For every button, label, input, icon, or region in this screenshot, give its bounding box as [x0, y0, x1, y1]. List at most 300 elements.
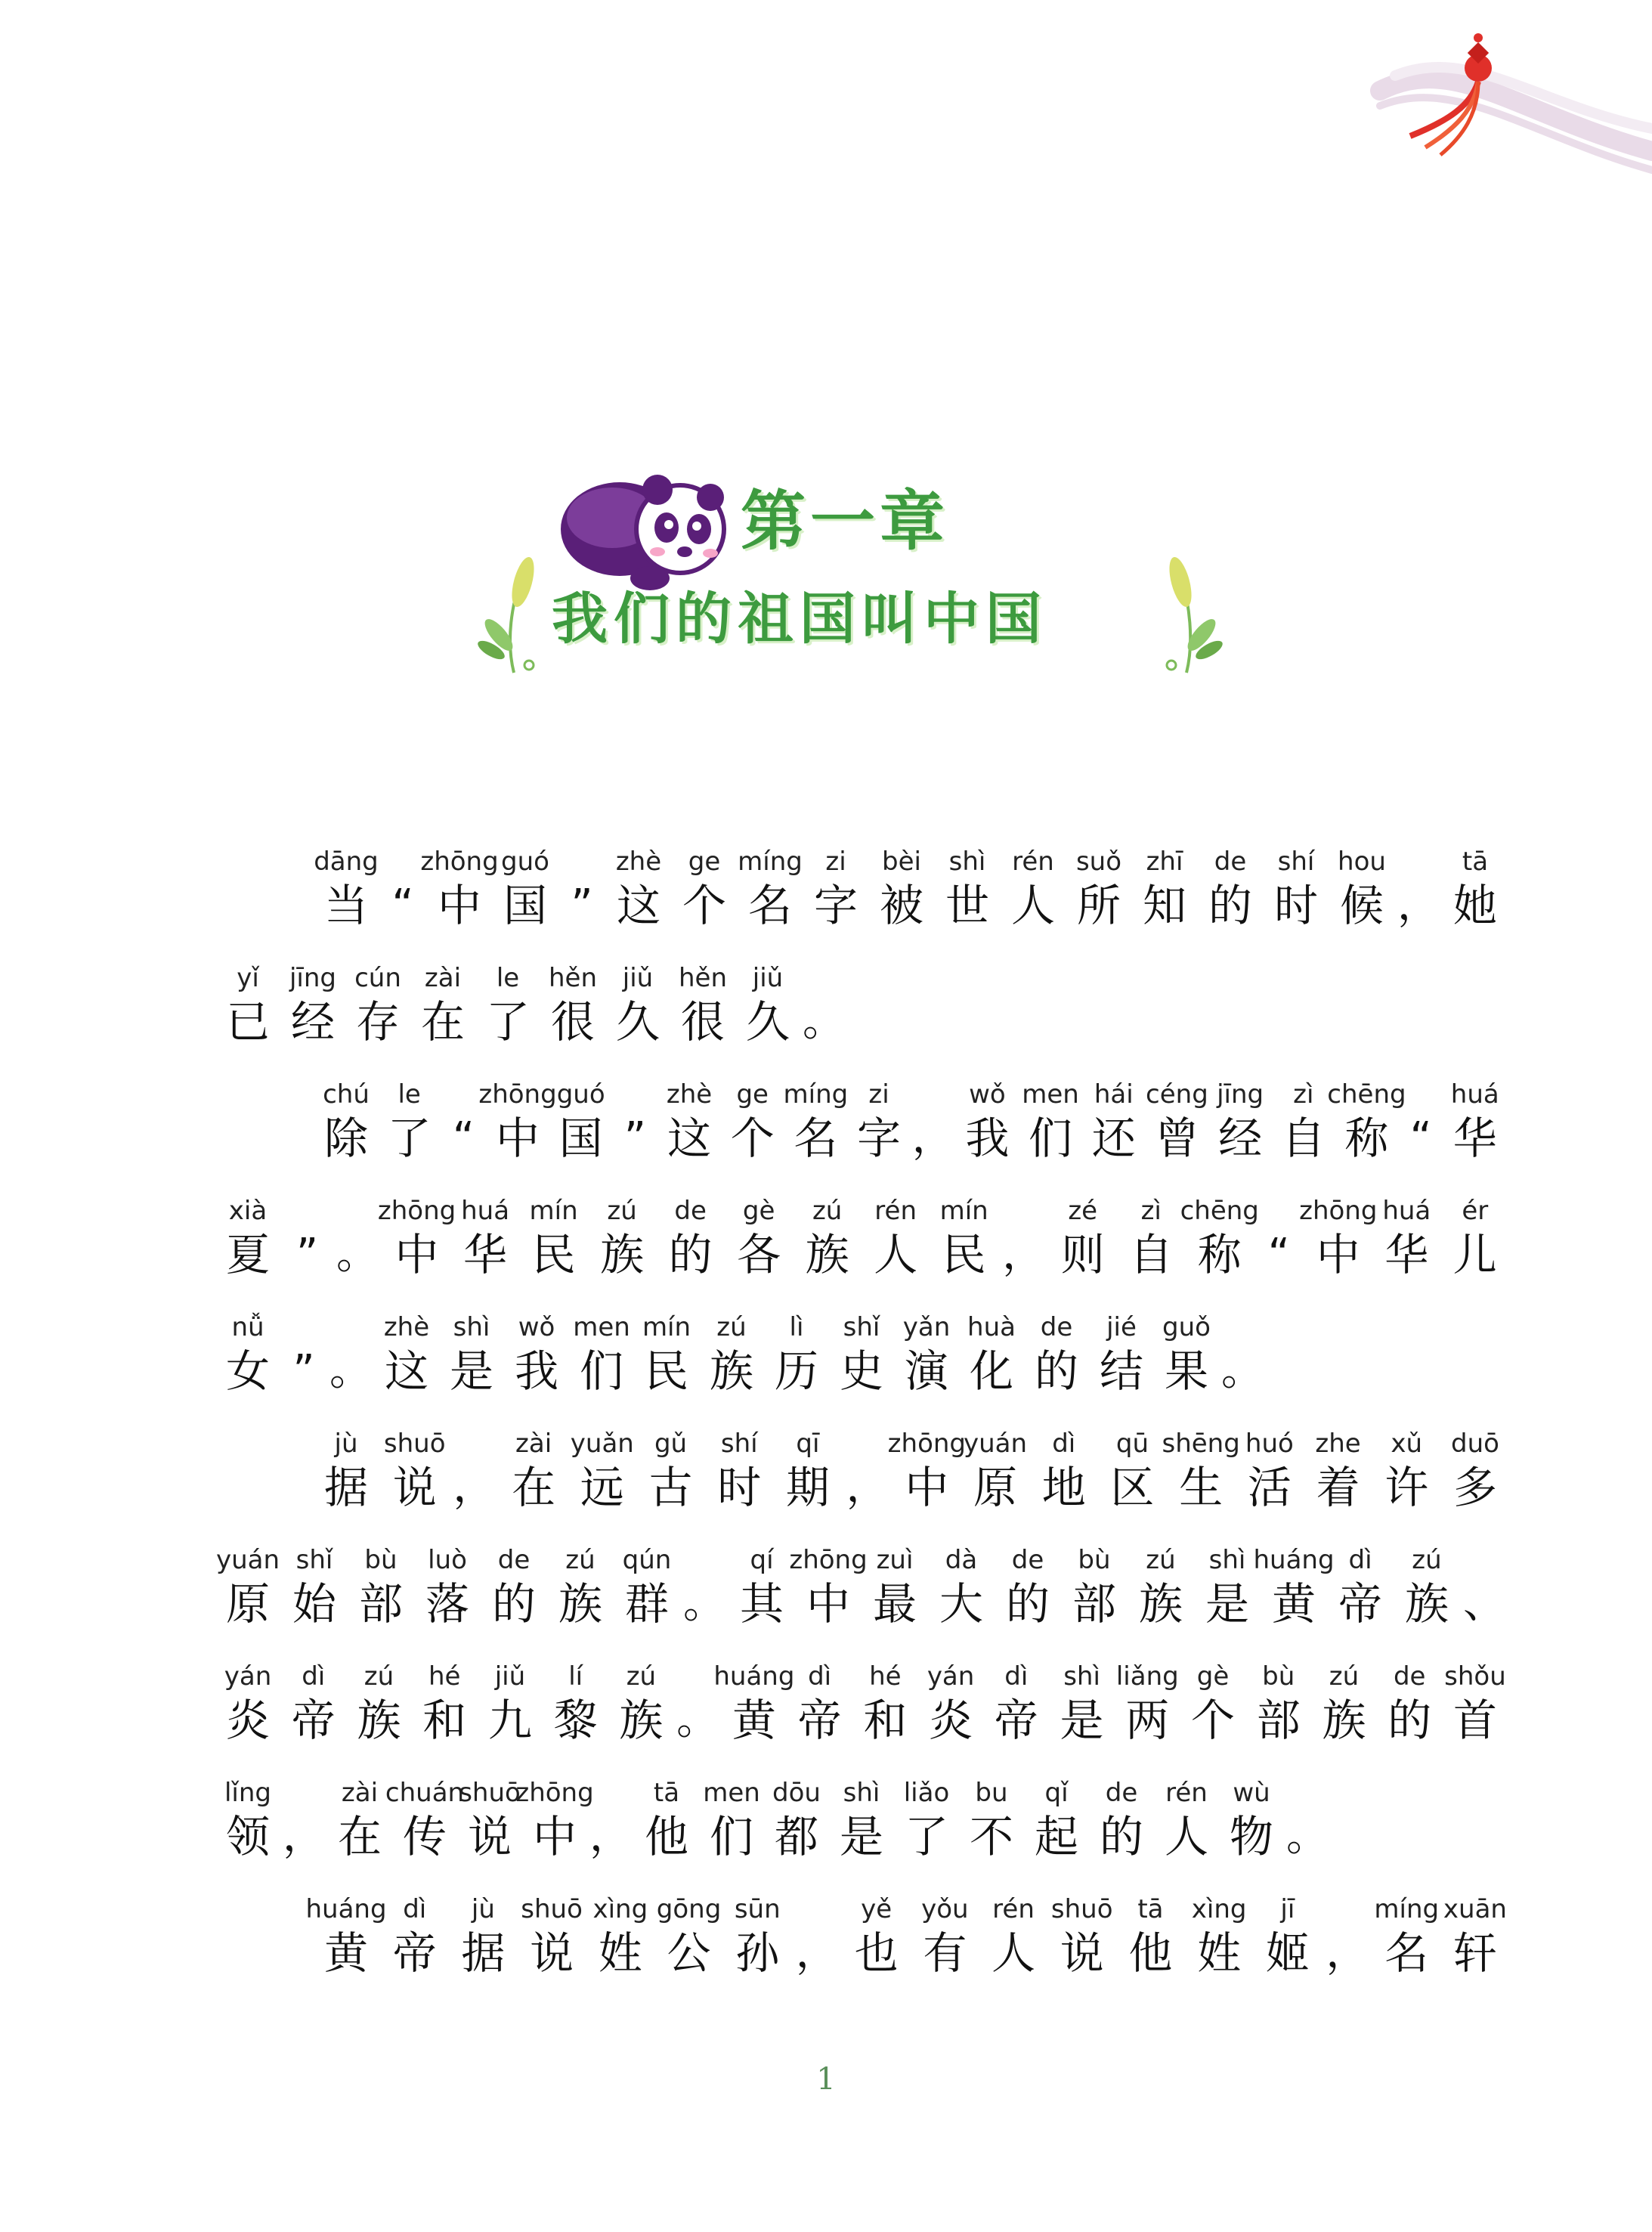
hanzi: 、: [1463, 1579, 1505, 1628]
pinyin: de: [1011, 1545, 1044, 1575]
pinyin: zhè: [383, 1312, 430, 1342]
hanzi: 最: [872, 1578, 917, 1630]
character-unit: [674, 961, 732, 1049]
character-unit: [638, 1311, 695, 1398]
leaf-decoration-right-icon: [1149, 552, 1232, 680]
hanzi: 人: [1010, 880, 1055, 931]
character-unit: [676, 845, 733, 933]
pinyin: mín: [529, 1196, 578, 1226]
pinyin: shēng: [1162, 1429, 1240, 1459]
hanzi: 当: [323, 880, 368, 931]
pinyin: wǒ: [969, 1079, 1006, 1110]
hanzi: 说: [1060, 1927, 1104, 1979]
character-unit: [660, 1078, 718, 1166]
hanzi: 他: [644, 1811, 688, 1862]
pinyin: huáng: [1253, 1545, 1335, 1575]
character-unit: [1211, 1078, 1269, 1166]
pinyin: rén: [1165, 1778, 1208, 1808]
character-unit: [592, 1893, 649, 1980]
character-unit: [1202, 845, 1259, 933]
character-unit: [887, 1427, 966, 1515]
hanzi: “: [1409, 1113, 1432, 1162]
hanzi: 在: [512, 1462, 556, 1513]
pinyin: zì: [1140, 1196, 1162, 1226]
hanzi: 帝: [1338, 1578, 1382, 1630]
pinyin: huà: [967, 1312, 1016, 1342]
character-unit: [1446, 845, 1504, 933]
pinyin: zú: [565, 1545, 596, 1575]
hanzi: 帝: [994, 1695, 1038, 1746]
character-unit: [873, 845, 930, 933]
pinyin: zhōng: [515, 1778, 594, 1808]
hanzi: ，: [453, 1463, 496, 1512]
character-unit: [856, 1660, 914, 1748]
pinyin: bù: [1262, 1661, 1295, 1692]
pinyin: huáng: [713, 1661, 795, 1692]
punctuation: [284, 1776, 323, 1864]
hanzi: 炎: [929, 1695, 973, 1746]
pinyin: yǎn: [902, 1312, 951, 1342]
character-unit: [833, 1776, 890, 1864]
pinyin: liǎo: [903, 1778, 950, 1808]
pinyin: yuán: [964, 1429, 1028, 1459]
hanzi: 族: [1322, 1695, 1366, 1746]
hanzi: 人: [874, 1229, 918, 1280]
hanzi: 中: [394, 1229, 439, 1280]
pinyin: chēng: [1180, 1196, 1259, 1226]
character-unit: [485, 1543, 543, 1631]
hanzi: 夏: [225, 1229, 270, 1280]
character-unit: [1190, 1893, 1248, 1980]
punctuation: [1399, 845, 1438, 933]
hanzi: 称: [1197, 1229, 1242, 1280]
pinyin: de: [674, 1196, 707, 1226]
hanzi: 这: [667, 1113, 712, 1164]
hanzi: 族: [805, 1229, 849, 1280]
pinyin: zuì: [876, 1545, 914, 1575]
punctuation: [797, 1893, 837, 1980]
character-unit: [1035, 1427, 1093, 1515]
pinyin: shǐ: [843, 1312, 880, 1342]
character-unit: [642, 1427, 700, 1515]
character-unit: [939, 845, 996, 933]
hanzi: 候: [1339, 880, 1384, 931]
pinyin: zhōng: [420, 847, 499, 877]
pinyin: men: [703, 1778, 760, 1808]
character-unit: [729, 1893, 786, 1980]
character-unit: [515, 1776, 594, 1864]
pinyin: lì: [789, 1312, 804, 1342]
punctuation: [685, 1543, 724, 1631]
character-unit: [1103, 1427, 1161, 1515]
hanzi: 知: [1142, 880, 1186, 931]
pinyin: rén: [992, 1894, 1035, 1924]
hanzi: 各: [737, 1229, 781, 1280]
character-unit: [791, 1660, 849, 1748]
hanzi: 字: [857, 1113, 902, 1164]
hanzi: 们: [1029, 1113, 1073, 1164]
pinyin: rén: [874, 1196, 917, 1226]
punctuation: [615, 1078, 654, 1166]
hanzi: 两: [1125, 1695, 1170, 1746]
hanzi: ”: [623, 1113, 646, 1162]
pinyin: shì: [453, 1312, 490, 1342]
character-unit: [922, 1660, 979, 1748]
hanzi: ”: [292, 1346, 315, 1395]
pinyin: qū: [1115, 1429, 1149, 1459]
character-unit: [1275, 1078, 1332, 1166]
hanzi: 姬: [1265, 1927, 1310, 1979]
punctuation: [383, 845, 422, 933]
hanzi: 黄: [732, 1695, 776, 1746]
character-unit: [963, 1311, 1020, 1398]
pinyin: zú: [812, 1196, 843, 1226]
character-unit: [609, 961, 667, 1049]
hanzi: 姓: [1197, 1927, 1242, 1979]
character-unit: [1132, 1543, 1190, 1631]
pinyin: rén: [1012, 847, 1054, 877]
hanzi: ，: [589, 1812, 632, 1861]
character-unit: [219, 1660, 277, 1748]
punctuation: [331, 1311, 370, 1398]
hanzi: 帝: [797, 1695, 842, 1746]
hanzi: 们: [579, 1345, 623, 1397]
hanzi: 多: [1452, 1462, 1497, 1513]
pinyin: tā: [653, 1778, 680, 1808]
chapter-title: 我们的祖国叫中国: [552, 587, 1047, 652]
punctuation: [591, 1776, 630, 1864]
hanzi: 。: [329, 1346, 372, 1395]
hanzi: 自: [1281, 1113, 1326, 1164]
character-unit: [219, 1311, 277, 1398]
character-unit: [314, 845, 379, 933]
character-unit: [1184, 1660, 1242, 1748]
pinyin: men: [573, 1312, 630, 1342]
hanzi: 人: [1164, 1811, 1208, 1862]
character-unit: [1446, 1078, 1504, 1166]
punctuation: [1259, 1194, 1298, 1282]
pinyin: chú: [323, 1079, 370, 1110]
hanzi: 和: [863, 1695, 908, 1746]
hanzi: 期: [785, 1462, 830, 1513]
hanzi: 始: [292, 1578, 336, 1630]
pinyin: le: [496, 963, 520, 993]
character-unit: [525, 1194, 583, 1282]
pinyin: huáng: [305, 1894, 387, 1924]
pinyin: liǎng: [1115, 1661, 1179, 1692]
hanzi: 我: [514, 1345, 558, 1397]
hanzi: 。: [1286, 1812, 1329, 1861]
punctuation: [453, 1427, 496, 1515]
hanzi: 是: [1205, 1578, 1249, 1630]
character-unit: [383, 1427, 446, 1515]
hanzi: 个: [730, 1113, 775, 1164]
character-unit: [349, 961, 407, 1049]
character-unit: [1223, 1776, 1280, 1864]
hanzi: 首: [1452, 1695, 1497, 1746]
character-unit: [1267, 845, 1325, 933]
pinyin: suǒ: [1075, 847, 1122, 877]
pinyin: hěn: [678, 963, 727, 993]
pinyin: shí: [720, 1429, 758, 1459]
hanzi: 民: [942, 1229, 986, 1280]
hanzi: 儿: [1452, 1229, 1497, 1280]
hanzi: 个: [1191, 1695, 1236, 1746]
character-unit: [985, 1893, 1042, 1980]
hanzi: 大: [939, 1578, 983, 1630]
hanzi: 古: [648, 1462, 693, 1513]
pinyin: zì: [1293, 1079, 1314, 1110]
pinyin: hé: [428, 1661, 461, 1692]
hanzi: 中: [1316, 1229, 1360, 1280]
pinyin-text-body: [215, 845, 1507, 2009]
pinyin: dì: [1004, 1661, 1029, 1692]
character-unit: [1310, 1427, 1367, 1515]
pinyin: dì: [302, 1661, 326, 1692]
pinyin: huó: [1245, 1429, 1294, 1459]
hanzi: 还: [1091, 1113, 1136, 1164]
hanzi: 活: [1247, 1462, 1292, 1513]
hanzi: ”: [296, 1230, 319, 1279]
character-unit: [768, 1776, 825, 1864]
pinyin: men: [1022, 1079, 1079, 1110]
character-unit: [916, 1893, 973, 1980]
pinyin: yǒu: [921, 1894, 969, 1924]
pinyin: ér: [1462, 1196, 1489, 1226]
pinyin: guǒ: [1162, 1312, 1211, 1342]
character-unit: [1299, 1194, 1378, 1282]
pinyin: jī: [1280, 1894, 1295, 1924]
character-unit: [738, 845, 803, 933]
hanzi: 久: [745, 996, 790, 1048]
pinyin: míng: [1374, 1894, 1440, 1924]
punctuation: [678, 1660, 717, 1748]
pinyin: zé: [1068, 1196, 1098, 1226]
text-line: [215, 1543, 1505, 1660]
character-unit: [497, 845, 554, 933]
hanzi: 说: [467, 1811, 512, 1862]
hanzi: 华: [1384, 1229, 1429, 1280]
pinyin: dì: [1348, 1545, 1372, 1575]
character-unit: [988, 1660, 1045, 1748]
character-unit: [521, 1893, 583, 1980]
character-unit: [1253, 1543, 1335, 1631]
character-unit: [1446, 1660, 1504, 1748]
pinyin: jīng: [289, 963, 337, 993]
punctuation: [284, 1311, 323, 1398]
character-unit: [807, 845, 865, 933]
hanzi: 。: [676, 1695, 719, 1744]
pinyin: lǐng: [224, 1778, 272, 1808]
hanzi: 她: [1452, 880, 1497, 931]
hanzi: 名: [794, 1113, 838, 1164]
pinyin: jù: [334, 1429, 358, 1459]
pinyin: hěn: [548, 963, 597, 993]
pinyin: yě: [861, 1894, 893, 1924]
hanzi: 。: [683, 1579, 725, 1628]
hanzi: “: [1267, 1230, 1290, 1279]
character-unit: [656, 1893, 722, 1980]
hanzi: 据: [323, 1462, 368, 1513]
leaf-decoration-left-icon: [469, 552, 552, 680]
pinyin: huá: [1382, 1196, 1431, 1226]
hanzi: 帝: [392, 1927, 437, 1979]
pinyin: shǐ: [295, 1545, 333, 1575]
hanzi: 有: [923, 1927, 967, 1979]
hanzi: 族: [558, 1578, 602, 1630]
character-unit: [219, 1194, 277, 1282]
character-unit: [378, 1311, 435, 1398]
pinyin: huá: [1450, 1079, 1499, 1110]
punctuation: [562, 845, 602, 933]
character-unit: [1333, 845, 1391, 933]
pinyin: shì: [1063, 1661, 1100, 1692]
character-unit: [570, 1427, 634, 1515]
hanzi: 在: [420, 996, 465, 1048]
character-unit: [479, 961, 537, 1049]
hanzi: 部: [1256, 1695, 1301, 1746]
pinyin: dāng: [314, 847, 379, 877]
character-unit: [936, 1194, 993, 1282]
pinyin: zi: [825, 847, 846, 877]
hanzi: 姓: [598, 1927, 642, 1979]
character-unit: [1199, 1543, 1256, 1631]
hanzi: 世: [945, 880, 989, 931]
hanzi: 领: [225, 1811, 270, 1862]
pinyin: bù: [1078, 1545, 1111, 1575]
pinyin: zú: [1412, 1545, 1442, 1575]
character-unit: [618, 1543, 676, 1631]
hanzi: 帝: [291, 1695, 336, 1746]
hanzi: 化: [969, 1345, 1013, 1397]
hanzi: 经: [290, 996, 335, 1048]
character-unit: [443, 1311, 500, 1398]
character-unit: [377, 1194, 456, 1282]
character-unit: [1332, 1543, 1389, 1631]
character-unit: [1374, 1893, 1440, 1980]
hanzi: 生: [1179, 1462, 1224, 1513]
hanzi: 部: [1072, 1578, 1116, 1630]
character-unit: [733, 1543, 790, 1631]
character-unit: [1446, 1194, 1504, 1282]
hanzi: 个: [682, 880, 726, 931]
character-unit: [1327, 1078, 1406, 1166]
pinyin: jiǔ: [752, 963, 784, 993]
pinyin: gè: [742, 1196, 775, 1226]
character-unit: [964, 1427, 1028, 1515]
pinyin: zhè: [615, 847, 662, 877]
hanzi: 曾: [1155, 1113, 1199, 1164]
hanzi: 其: [739, 1578, 784, 1630]
text-line: [219, 1078, 1504, 1194]
character-unit: [416, 1660, 473, 1748]
pinyin: jīng: [1217, 1079, 1264, 1110]
pinyin: xìng: [1191, 1894, 1247, 1924]
text-line: [219, 961, 1504, 1078]
character-unit: [783, 1078, 849, 1166]
pinyin: xǔ: [1391, 1429, 1423, 1459]
hanzi: 区: [1110, 1462, 1155, 1513]
hanzi: 都: [774, 1811, 818, 1862]
pinyin: shuō: [459, 1778, 521, 1808]
hanzi: 所: [1076, 880, 1121, 931]
pinyin: shuō: [383, 1429, 446, 1459]
hanzi: 孙: [735, 1927, 780, 1979]
character-unit: [459, 1776, 521, 1864]
pinyin: wù: [1233, 1778, 1270, 1808]
character-unit: [1158, 1311, 1215, 1398]
punctuation: [848, 1427, 887, 1515]
pinyin: de: [1214, 847, 1247, 877]
text-line: [219, 1660, 1504, 1776]
hanzi: 是: [449, 1345, 493, 1397]
character-unit: [833, 1311, 890, 1398]
character-unit: [317, 1427, 375, 1515]
hanzi: ，: [795, 1928, 838, 1977]
character-unit: [1241, 1427, 1298, 1515]
text-line: [219, 1776, 1504, 1893]
character-unit: [1398, 1543, 1456, 1631]
hanzi: 存: [355, 996, 400, 1048]
pinyin: de: [497, 1545, 531, 1575]
punctuation: [1223, 1311, 1262, 1398]
pinyin: lí: [568, 1661, 583, 1692]
hanzi: 族: [1138, 1578, 1183, 1630]
character-unit: [1259, 1893, 1316, 1980]
punctuation: [1288, 1776, 1327, 1864]
hanzi: 许: [1384, 1462, 1429, 1513]
pinyin: guó: [501, 847, 549, 877]
pinyin: qī: [796, 1429, 820, 1459]
pinyin: dì: [403, 1894, 427, 1924]
chapter-number: 第一章: [741, 484, 949, 559]
chinese-knot-decoration-icon: [1365, 23, 1652, 174]
hanzi: 。: [803, 997, 845, 1046]
character-unit: [420, 845, 499, 933]
hanzi: 地: [1041, 1462, 1086, 1513]
hanzi: 他: [1128, 1927, 1173, 1979]
character-unit: [799, 1194, 856, 1282]
character-unit: [219, 961, 277, 1049]
hanzi: 国: [558, 1113, 603, 1164]
hanzi: 很: [680, 996, 725, 1048]
character-unit: [713, 1660, 795, 1748]
hanzi: 。: [1221, 1346, 1264, 1395]
hanzi: 这: [616, 880, 660, 931]
pinyin: shì: [843, 1778, 880, 1808]
pinyin: zhōng: [478, 1079, 557, 1110]
pinyin: dì: [808, 1661, 832, 1692]
hanzi: 的: [668, 1229, 713, 1280]
punctuation: [338, 1194, 377, 1282]
pinyin: hé: [869, 1661, 902, 1692]
pinyin: huá: [461, 1196, 510, 1226]
punctuation: [1401, 1078, 1440, 1166]
hanzi: 族: [709, 1345, 753, 1397]
character-unit: [573, 1311, 630, 1398]
pinyin: shí: [1277, 847, 1315, 877]
hanzi: 很: [550, 996, 595, 1048]
hanzi: 的: [1208, 880, 1252, 931]
pinyin: ge: [688, 847, 721, 877]
hanzi: 了: [485, 996, 530, 1048]
hanzi: 群: [624, 1578, 669, 1630]
pinyin: le: [398, 1079, 421, 1110]
hanzi: 时: [1273, 880, 1318, 931]
pinyin: hái: [1094, 1079, 1134, 1110]
character-unit: [1004, 845, 1062, 933]
character-unit: [739, 961, 797, 1049]
